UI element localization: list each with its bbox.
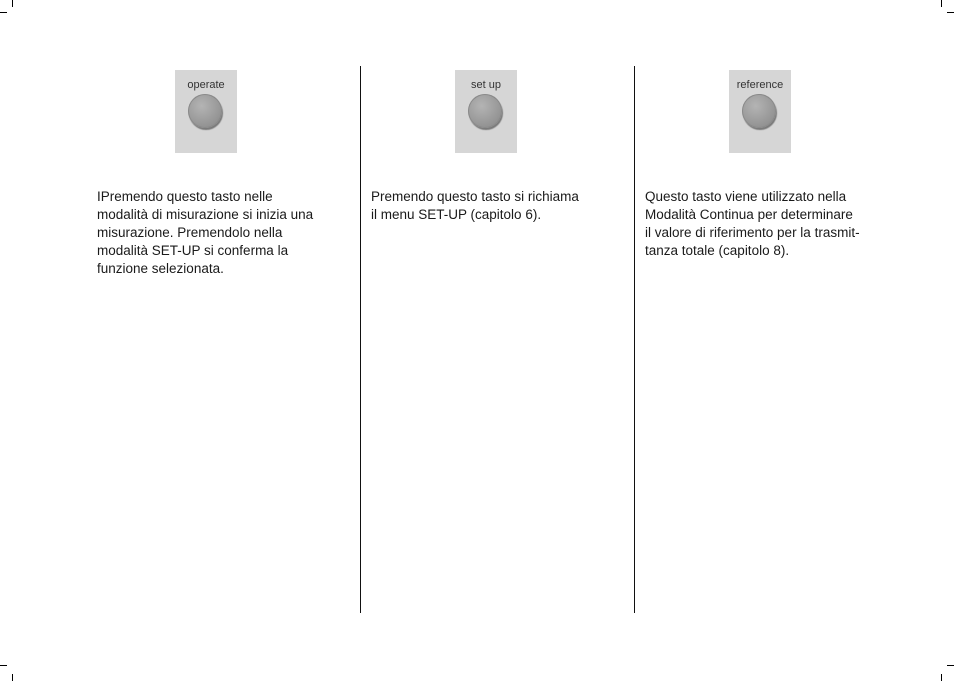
crop-mark-bottom-left-h	[0, 665, 7, 666]
description-line: misurazione. Premendolo nella	[97, 225, 283, 240]
setup-key-label: set up	[471, 79, 501, 91]
setup-button-icon	[468, 94, 502, 128]
crop-mark-top-right	[941, 0, 942, 7]
description-line: il menu SET-UP (capitolo 6).	[371, 207, 542, 222]
operate-description	[97, 188, 313, 278]
crop-mark-top-right-h	[947, 12, 954, 13]
description-line: funzione selezionata.	[97, 261, 224, 276]
description-line: il valore di riferimento per la trasmit-	[645, 225, 860, 240]
reference-key-panel	[729, 70, 791, 153]
description-line: Premendo questo tasto si richiama	[371, 189, 579, 204]
description-line: tanza totale (capitolo 8).	[645, 243, 790, 258]
crop-mark-top-left-h	[0, 12, 7, 13]
description-line: IPremendo questo tasto nelle	[97, 189, 273, 204]
crop-mark-bottom-left	[12, 674, 13, 681]
crop-mark-bottom-right	[941, 674, 942, 681]
crop-mark-bottom-right-h	[947, 665, 954, 666]
operate-key-panel	[175, 70, 237, 153]
setup-description	[371, 188, 579, 224]
operate-button-icon	[188, 94, 222, 128]
description-line: modalità di misurazione si inizia una	[97, 207, 314, 222]
operate-key-label: operate	[187, 79, 225, 91]
reference-key-label: reference	[736, 79, 784, 91]
description-line: Questo tasto viene utilizzato nella	[645, 189, 847, 204]
description-line: modalità SET-UP si conferma la	[97, 243, 289, 258]
setup-key-panel	[455, 70, 517, 153]
column-divider-2	[634, 66, 635, 613]
description-line: Modalità Continua per determinare	[645, 207, 853, 222]
crop-mark-top-left	[12, 0, 13, 7]
column-divider-1	[360, 66, 361, 613]
reference-button-icon	[742, 94, 776, 128]
reference-description	[645, 188, 860, 260]
